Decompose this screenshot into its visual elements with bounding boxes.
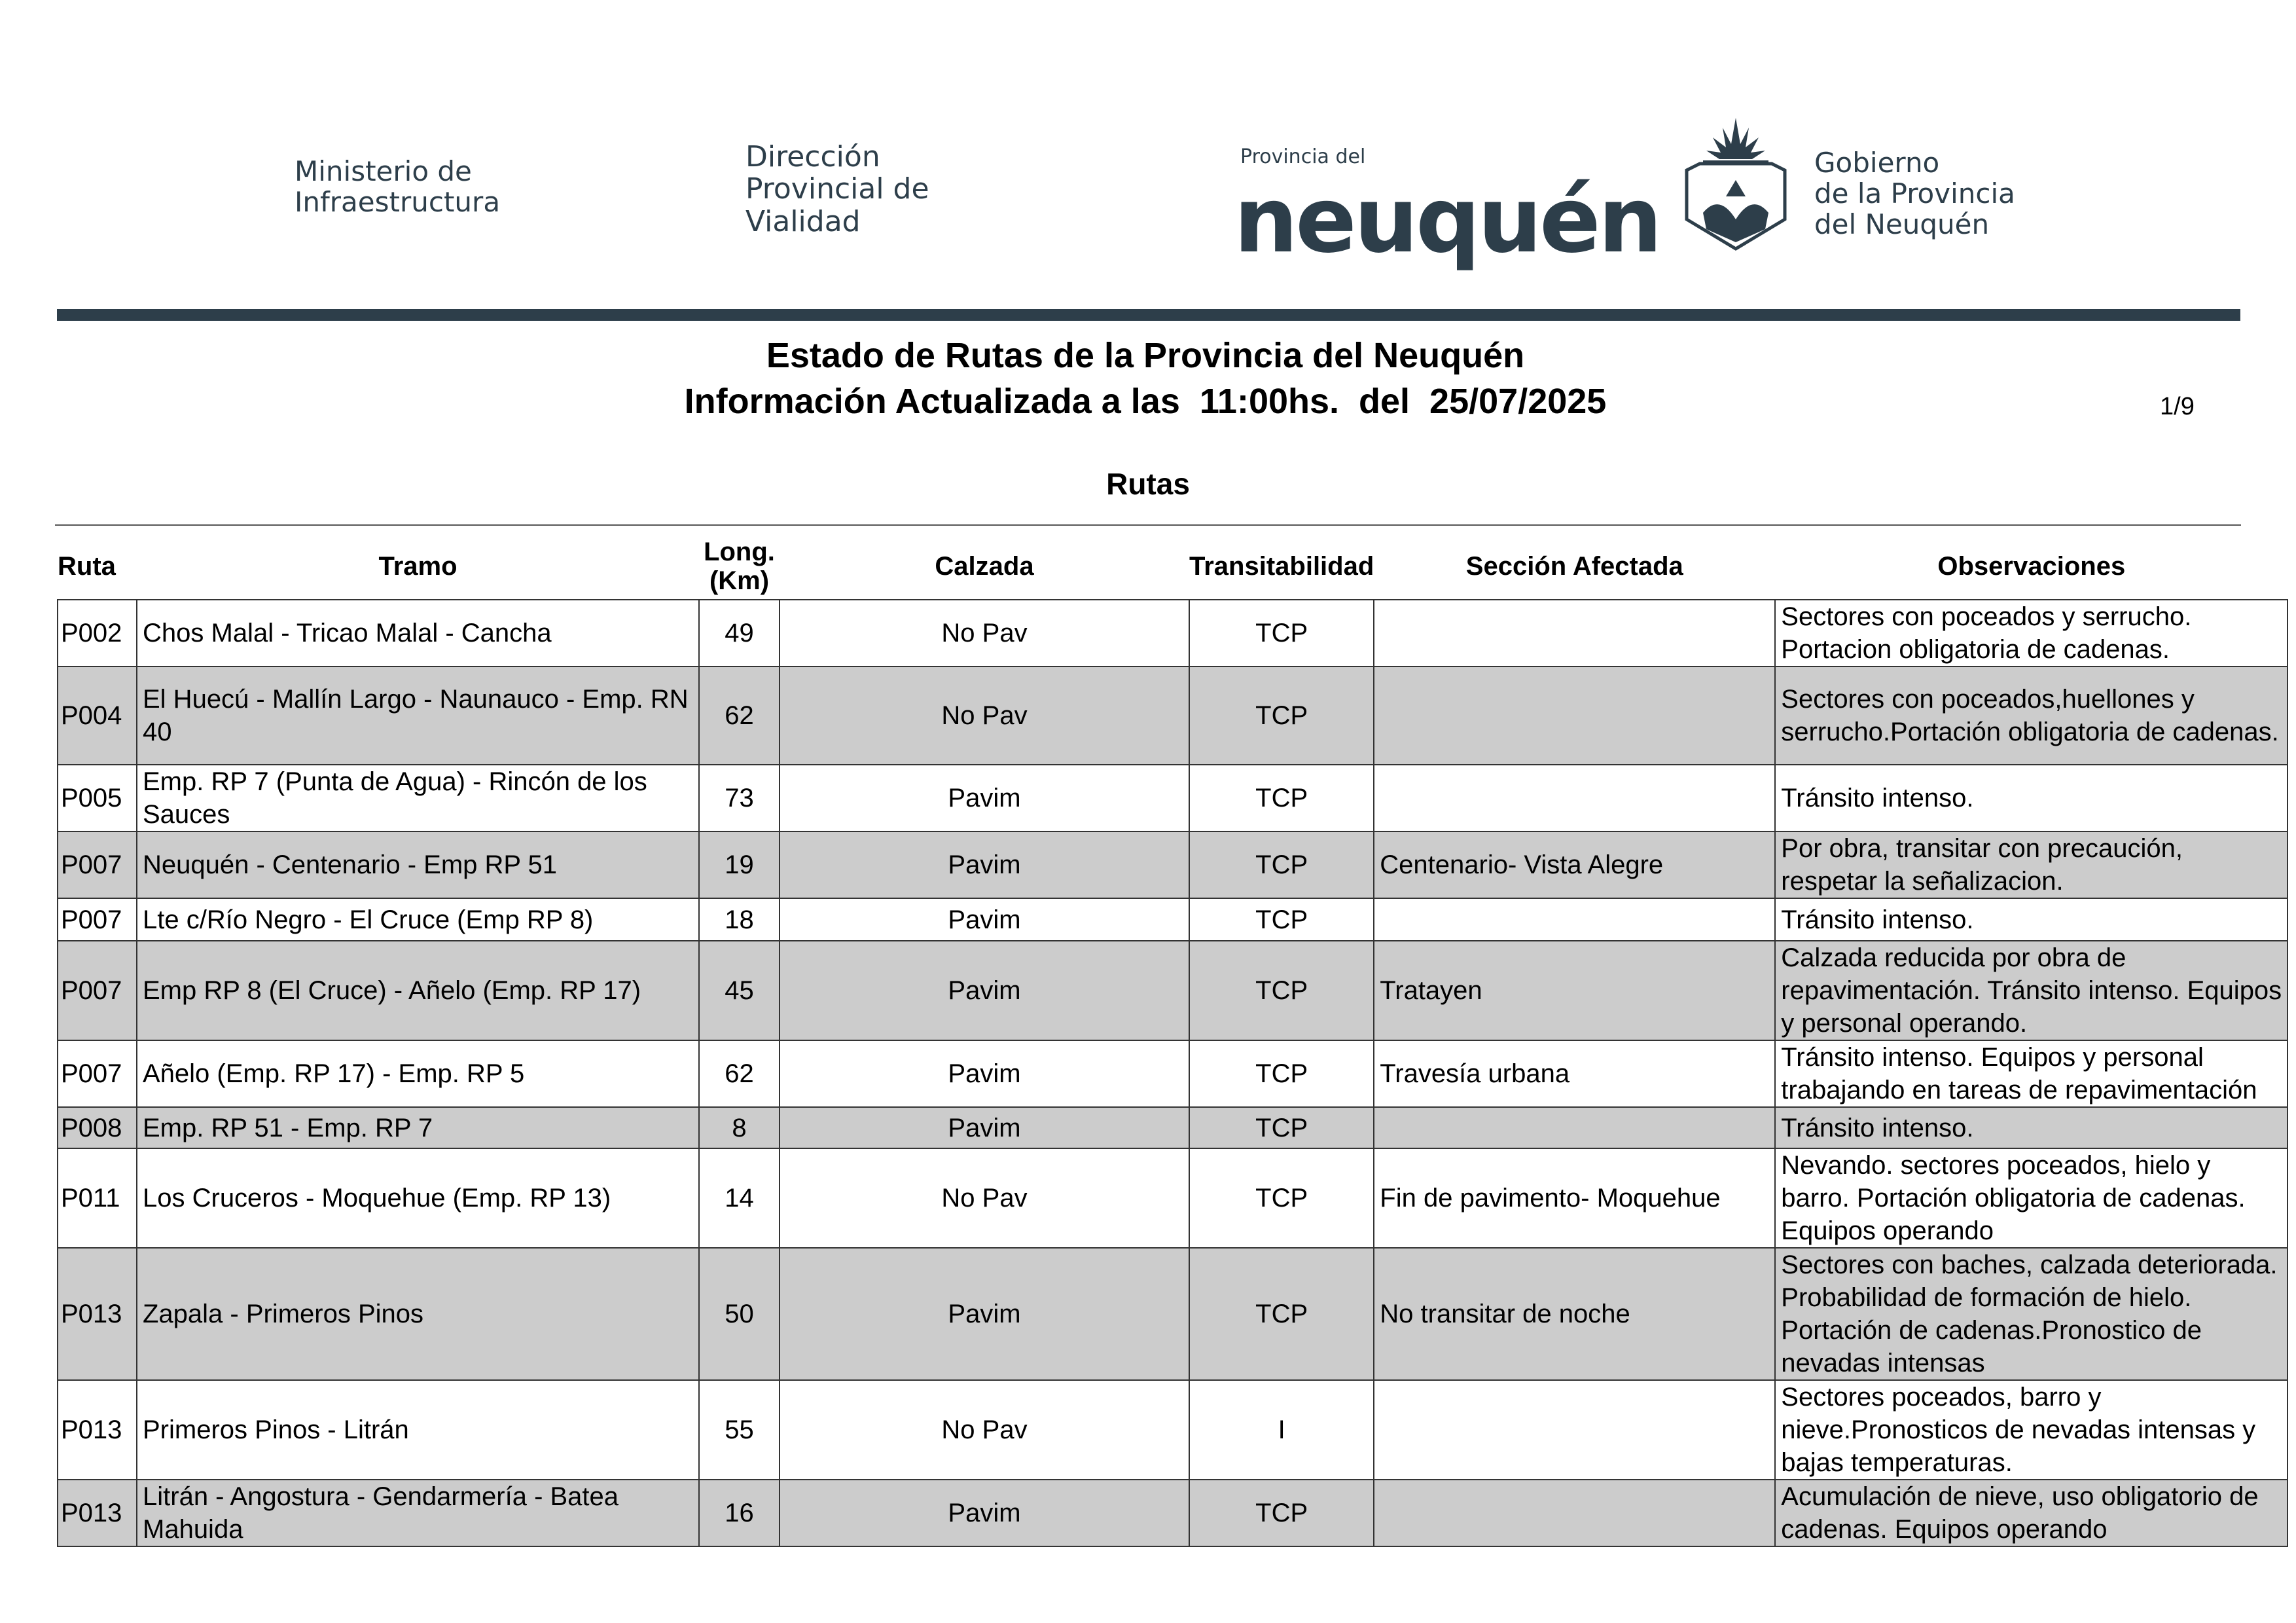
cell-ruta: P013	[58, 1248, 137, 1380]
cell-calzada: Pavim	[780, 1040, 1189, 1107]
cell-long: 19	[699, 831, 780, 898]
cell-long: 14	[699, 1148, 780, 1248]
cell-tramo: Emp RP 8 (El Cruce) - Añelo (Emp. RP 17)	[137, 941, 699, 1040]
table-header	[58, 534, 2287, 600]
page-number: 1/9	[2160, 393, 2195, 420]
cell-calzada: No Pav	[780, 600, 1189, 666]
table-row	[58, 898, 2287, 941]
vialidad-logo	[745, 141, 929, 238]
cell-long: 16	[699, 1480, 780, 1546]
cell-seccion: Tratayen	[1374, 941, 1775, 1040]
col-calzada: Calzada	[935, 552, 1034, 581]
cell-obs: Tránsito intenso.	[1775, 765, 2287, 831]
section-divider	[55, 524, 2241, 526]
cell-tramo: Neuquén - Centenario - Emp RP 51	[137, 831, 699, 898]
cell-trans: TCP	[1189, 765, 1374, 831]
cell-ruta: P005	[58, 765, 137, 831]
logo-line: Ministerio de	[295, 155, 472, 187]
cell-trans: TCP	[1189, 1148, 1374, 1248]
cell-ruta: P007	[58, 941, 137, 1040]
cell-trans: TCP	[1189, 831, 1374, 898]
cell-obs: Tránsito intenso.	[1775, 898, 2287, 941]
cell-obs: Sectores con poceados,huellones y serrucho.Portación obligatoria de cadenas.	[1775, 666, 2287, 765]
cell-trans: TCP	[1189, 600, 1374, 666]
cell-long: 55	[699, 1380, 780, 1480]
cell-obs: Por obra, transitar con precaución, respetar la señalizacion.	[1775, 831, 2287, 898]
table-row	[58, 1248, 2287, 1380]
cell-obs: Tránsito intenso. Equipos y personal trabajando en tareas de repavimentación	[1775, 1040, 2287, 1107]
table-row	[58, 831, 2287, 898]
table-row	[58, 666, 2287, 765]
logo-line: Provincial de	[745, 172, 929, 206]
cell-ruta: P007	[58, 898, 137, 941]
cell-calzada: Pavim	[780, 765, 1189, 831]
table-row	[58, 941, 2287, 1040]
logo-line: Vialidad	[745, 204, 861, 238]
cell-seccion	[1374, 600, 1775, 666]
page-title: Estado de Rutas de la Provincia del Neuquén	[766, 336, 1525, 375]
cell-long: 50	[699, 1248, 780, 1380]
page-subtitle: Información Actualizada a las 11:00hs. del 25/07/2025	[684, 382, 1607, 421]
cell-ruta: P008	[58, 1107, 137, 1148]
cell-trans: TCP	[1189, 1040, 1374, 1107]
cell-obs: Calzada reducida por obra de repavimentación. Tránsito intenso. Equipos y personal operando.	[1775, 941, 2287, 1040]
col-transitabilidad: Transitabilidad	[1189, 552, 1374, 581]
cell-obs: Sectores poceados, barro y nieve.Pronosticos de nevadas intensas y bajas temperaturas.	[1775, 1380, 2287, 1480]
cell-trans: TCP	[1189, 1248, 1374, 1380]
cell-calzada: Pavim	[780, 831, 1189, 898]
cell-tramo: Añelo (Emp. RP 17) - Emp. RP 5	[137, 1040, 699, 1107]
cell-calzada: Pavim	[780, 1248, 1189, 1380]
cell-seccion	[1374, 1107, 1775, 1148]
col-tramo: Tramo	[378, 552, 457, 581]
cell-calzada: Pavim	[780, 898, 1189, 941]
logo-line: del Neuquén	[1814, 208, 1990, 241]
col-seccion: Sección Afectada	[1465, 552, 1683, 581]
cell-seccion	[1374, 1380, 1775, 1480]
cell-ruta: P002	[58, 600, 137, 666]
cell-seccion: Fin de pavimento- Moquehue	[1374, 1148, 1775, 1248]
cell-trans: I	[1189, 1380, 1374, 1480]
cell-long: 49	[699, 600, 780, 666]
cell-trans: TCP	[1189, 1107, 1374, 1148]
cell-long: 62	[699, 1040, 780, 1107]
logo-line: Dirección	[745, 140, 880, 173]
cell-tramo: Emp. RP 51 - Emp. RP 7	[137, 1107, 699, 1148]
cell-seccion: Centenario- Vista Alegre	[1374, 831, 1775, 898]
logo-line: Gobierno	[1814, 147, 1940, 179]
cell-long: 8	[699, 1107, 780, 1148]
cell-calzada: No Pav	[780, 666, 1189, 765]
table-row	[58, 1040, 2287, 1107]
section-title: Rutas	[1106, 467, 1190, 501]
neuquen-logo: neuquén	[1234, 168, 1660, 273]
logo-line: de la Provincia	[1814, 177, 2015, 210]
cell-seccion: Travesía urbana	[1374, 1040, 1775, 1107]
table-row	[58, 1107, 2287, 1148]
cell-calzada: Pavim	[780, 941, 1189, 1040]
gobierno-logo	[1814, 147, 2015, 240]
ministerio-logo	[295, 156, 500, 217]
cell-seccion	[1374, 765, 1775, 831]
table-row	[58, 1380, 2287, 1480]
header-divider	[57, 309, 2240, 321]
cell-seccion	[1374, 1480, 1775, 1546]
col-ruta: Ruta	[58, 552, 116, 581]
cell-ruta: P013	[58, 1480, 137, 1546]
cell-seccion: No transitar de noche	[1374, 1248, 1775, 1380]
cell-obs: Acumulación de nieve, uso obligatorio de cadenas. Equipos operando	[1775, 1480, 2287, 1546]
cell-long: 18	[699, 898, 780, 941]
cell-calzada: Pavim	[780, 1480, 1189, 1546]
cell-obs: Sectores con poceados y serrucho. Portacion obligatoria de cadenas.	[1775, 600, 2287, 666]
cell-ruta: P013	[58, 1380, 137, 1480]
logo-line: Infraestructura	[295, 186, 501, 219]
cell-trans: TCP	[1189, 898, 1374, 941]
cell-trans: TCP	[1189, 1480, 1374, 1546]
cell-tramo: Chos Malal - Tricao Malal - Cancha	[137, 600, 699, 666]
cell-ruta: P004	[58, 666, 137, 765]
cell-tramo: Emp. RP 7 (Punta de Agua) - Rincón de los Sauces	[137, 765, 699, 831]
cell-seccion	[1374, 666, 1775, 765]
cell-tramo: Litrán - Angostura - Gendarmería - Batea Mahuida	[137, 1480, 699, 1546]
cell-tramo: Los Cruceros - Moquehue (Emp. RP 13)	[137, 1148, 699, 1248]
cell-trans: TCP	[1189, 941, 1374, 1040]
cell-obs: Sectores con baches, calzada deteriorada. Probabilidad de formación de hielo. Portación de cadenas.Pronostico de nevadas intensas	[1775, 1248, 2287, 1380]
cell-trans: TCP	[1189, 666, 1374, 765]
cell-tramo: El Huecú - Mallín Largo - Naunauco - Emp. RN 40	[137, 666, 699, 765]
col-long: Long. (Km)	[704, 538, 775, 595]
cell-long: 73	[699, 765, 780, 831]
col-observaciones: Observaciones	[1937, 552, 2126, 581]
provincial-shield-icon	[1674, 115, 1798, 252]
cell-ruta: P011	[58, 1148, 137, 1248]
routes-table	[57, 534, 2288, 1547]
cell-obs: Tránsito intenso.	[1775, 1107, 2287, 1148]
cell-ruta: P007	[58, 1040, 137, 1107]
cell-calzada: No Pav	[780, 1380, 1189, 1480]
cell-ruta: P007	[58, 831, 137, 898]
table-row	[58, 1148, 2287, 1248]
cell-seccion	[1374, 898, 1775, 941]
provincia-label: Provincia del	[1240, 145, 1366, 168]
cell-long: 62	[699, 666, 780, 765]
table-row	[58, 600, 2287, 666]
cell-tramo: Lte c/Río Negro - El Cruce (Emp RP 8)	[137, 898, 699, 941]
cell-calzada: No Pav	[780, 1148, 1189, 1248]
cell-tramo: Zapala - Primeros Pinos	[137, 1248, 699, 1380]
table-row	[58, 765, 2287, 831]
cell-obs: Nevando. sectores poceados, hielo y barro. Portación obligatoria de cadenas. Equipos operando	[1775, 1148, 2287, 1248]
cell-calzada: Pavim	[780, 1107, 1189, 1148]
table-row	[58, 1480, 2287, 1546]
cell-long: 45	[699, 941, 780, 1040]
cell-tramo: Primeros Pinos - Litrán	[137, 1380, 699, 1480]
